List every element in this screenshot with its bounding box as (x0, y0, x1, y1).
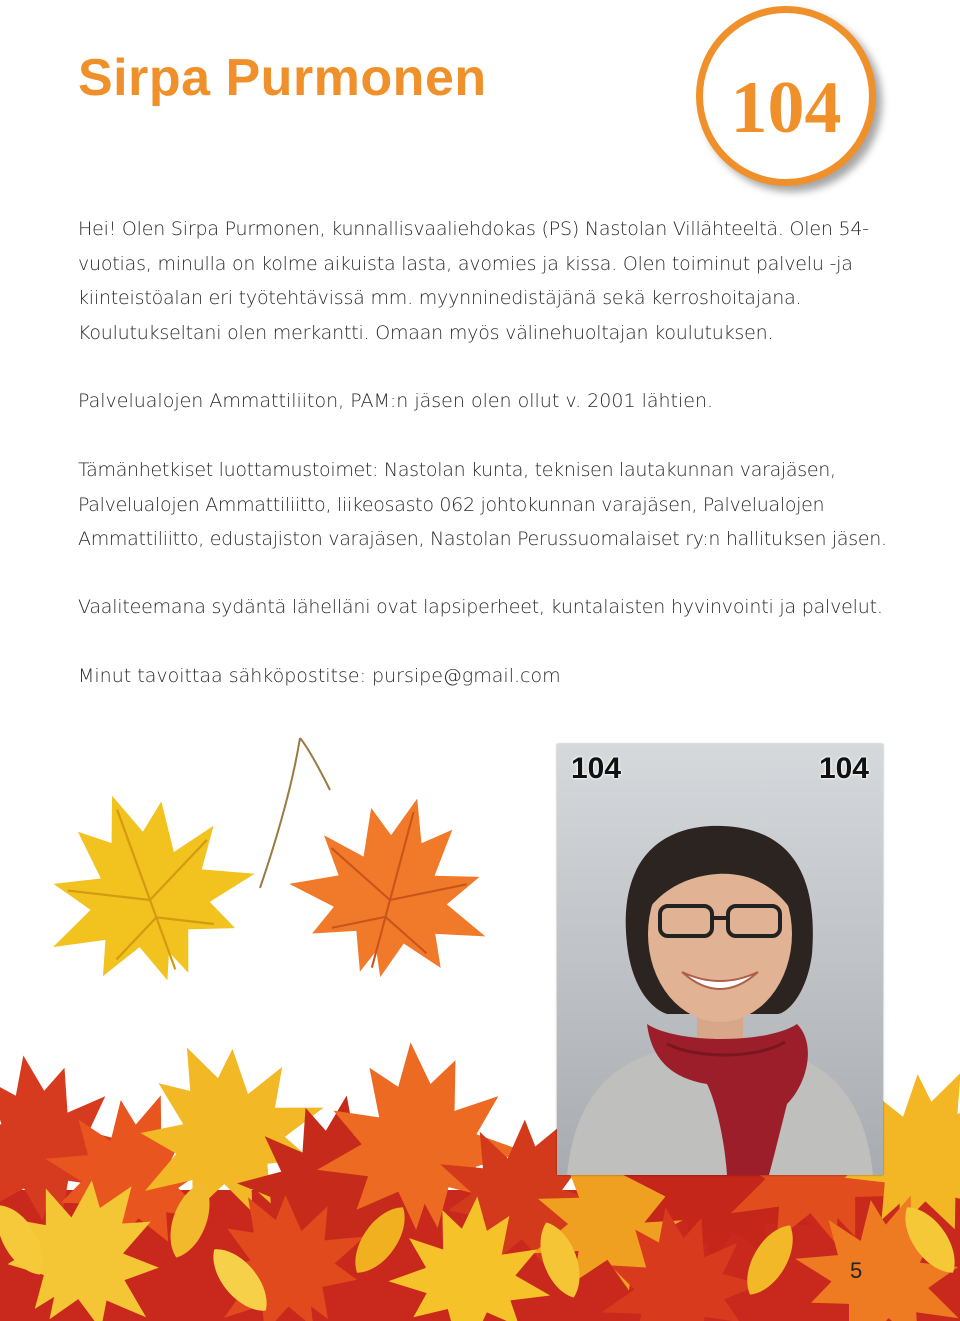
intro-paragraph: Hei! Olen Sirpa Purmonen, kunnallisvaaliehdokas (PS) Nastolan Villähteeltä. Olen 54-vuotias, minulla on kolme aikuista lasta, avomies ja kissa. Olen toiminut palvelu -ja kiinteistöalan eri työtehtävissä mm. myynninedistäjänä sekä kerroshoitajana. Koulutukseltani olen merkantti. Omaan myös välinehuoltajan koulutuksen. (78, 218, 869, 344)
candidate-number: 104 (730, 67, 842, 149)
membership-paragraph: Palvelualojen Ammattiliiton, PAM:n jäsen olen ollut v. 2001 lähtien. (78, 390, 714, 412)
candidate-photo (557, 744, 883, 1175)
photo-label-left: 104 (571, 752, 622, 785)
positions-paragraph: Tämänhetkiset luottamustoimet: Nastolan kunta, teknisen lautakunnan varajäsen, Palvelualojen Ammattiliitto, liikeosasto 062 johtokunnan varajäsen, Palvelualojen Ammattiliitto, edustajiston varajäsen, Nastolan Perussuomalaiset ry:n hallituksen jäsen. (78, 459, 887, 550)
leaf-stem (260, 738, 300, 888)
leaf-stem (300, 738, 330, 790)
candidate-name: Sirpa Purmonen (78, 49, 487, 107)
photo-label-right: 104 (818, 752, 869, 785)
page-number: 5 (850, 1258, 863, 1283)
themes-paragraph: Vaaliteemana sydäntä lähelläni ovat lapsiperheet, kuntalaisten hyvinvointi ja palvelut. (78, 596, 883, 618)
orange-maple-leaf (272, 772, 515, 1000)
contact-paragraph: Minut tavoittaa sähköpostitse: pursipe@gmail.com (78, 665, 561, 687)
candidate-number-badge (696, 6, 876, 186)
yellow-maple-leaf (11, 759, 278, 1013)
